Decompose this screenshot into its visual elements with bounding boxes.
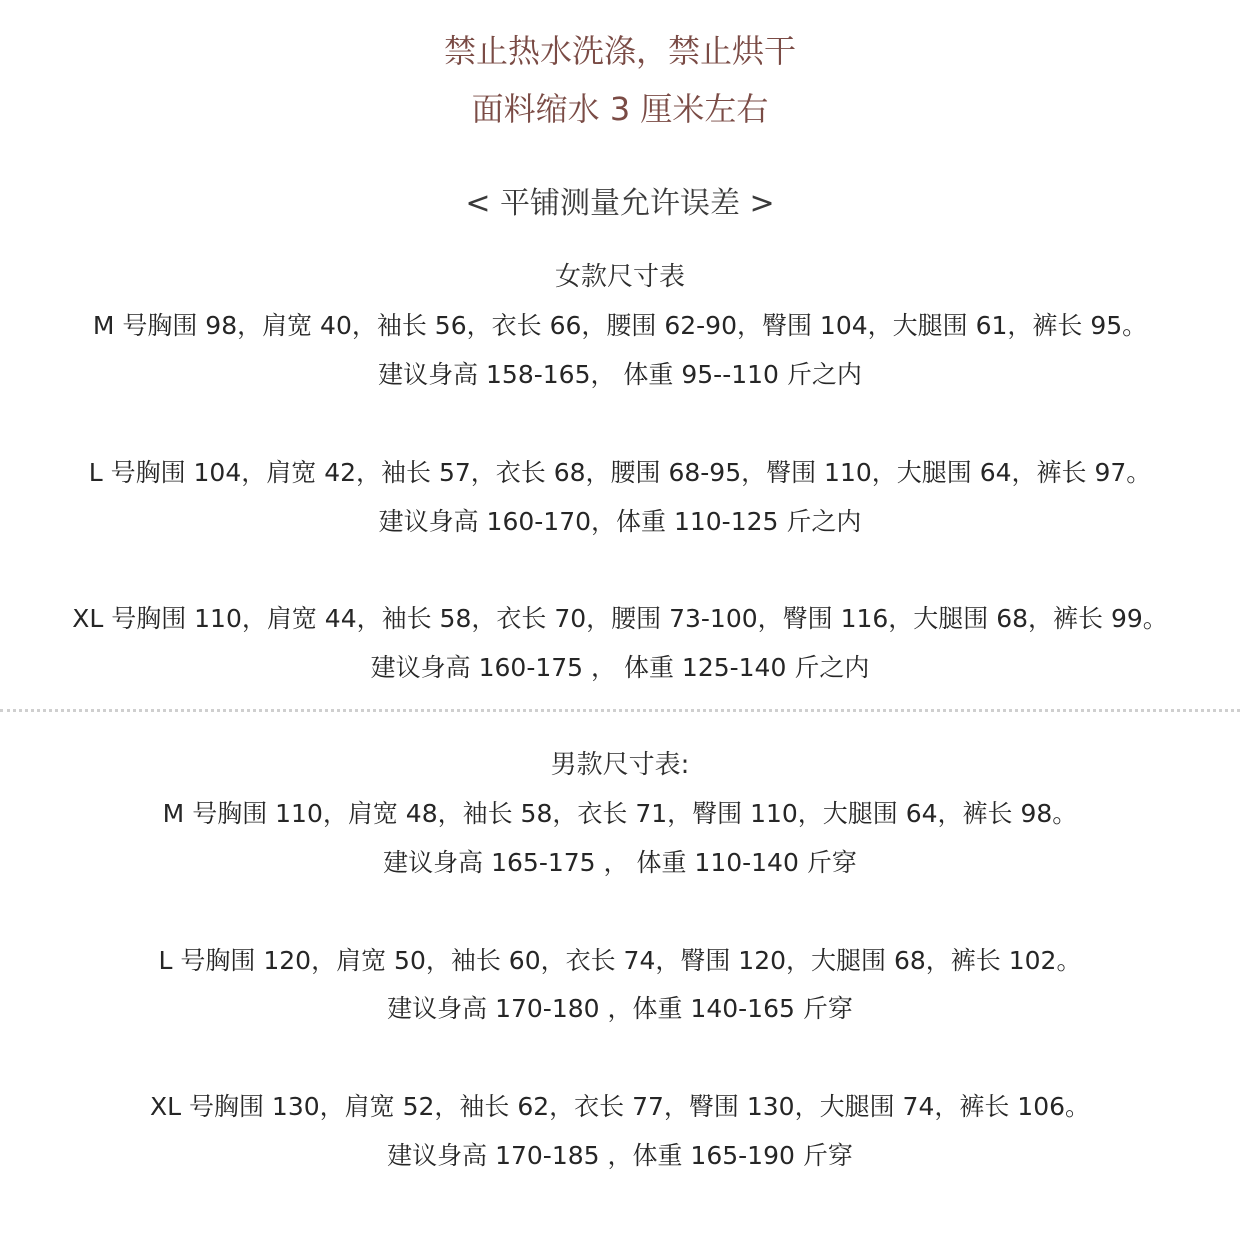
section-divider	[0, 709, 1240, 712]
women-size-xl-spec: XL 号胸围 110，肩宽 44，袖长 58，衣长 70，腰围 73-100，臀围 116，大腿围 68，裤长 99。	[72, 604, 1168, 633]
men-size-l-recommendation: 建议身高 170-180 ，体重 140-165 斤穿	[387, 994, 853, 1023]
care-warning-line: 禁止热水洗涤，禁止烘干	[443, 32, 796, 70]
men-size-xl-spec: XL 号胸围 130，肩宽 52，袖长 62，衣长 77，臀围 130，大腿围 74，裤长 106。	[149, 1092, 1091, 1121]
women-size-m-recommendation: 建议身高 158-165， 体重 95--110 斤之内	[378, 360, 862, 389]
measurement-tolerance-note: < 平铺测量允许误差 >	[465, 186, 775, 221]
men-size-m-recommendation: 建议身高 165-175 ， 体重 110-140 斤穿	[383, 848, 857, 877]
men-size-m-spec: M 号胸围 110，肩宽 48，袖长 58，衣长 71，臀围 110，大腿围 64，裤长 98。	[162, 799, 1078, 828]
women-size-l-spec: L 号胸围 104，肩宽 42，袖长 57，衣长 68，腰围 68-95，臀围 110，大腿围 64，裤长 97。	[88, 458, 1152, 487]
shrinkage-note-line: 面料缩水 3 厘米左右	[471, 90, 769, 128]
women-size-m-spec: M 号胸围 98，肩宽 40，袖长 56，衣长 66，腰围 62-90，臀围 104，大腿围 61，裤长 95。	[92, 311, 1148, 340]
women-size-l-recommendation: 建议身高 160-170，体重 110-125 斤之内	[378, 507, 862, 536]
men-size-l-spec: L 号胸围 120，肩宽 50，袖长 60，衣长 74，臀围 120，大腿围 68，裤长 102。	[158, 946, 1082, 975]
men-size-chart-title: 男款尺寸表:	[550, 750, 690, 780]
men-size-xl-recommendation: 建议身高 170-185 ，体重 165-190 斤穿	[387, 1141, 853, 1170]
women-size-chart-title: 女款尺寸表	[554, 262, 685, 292]
women-size-xl-recommendation: 建议身高 160-175 ， 体重 125-140 斤之内	[370, 653, 870, 682]
